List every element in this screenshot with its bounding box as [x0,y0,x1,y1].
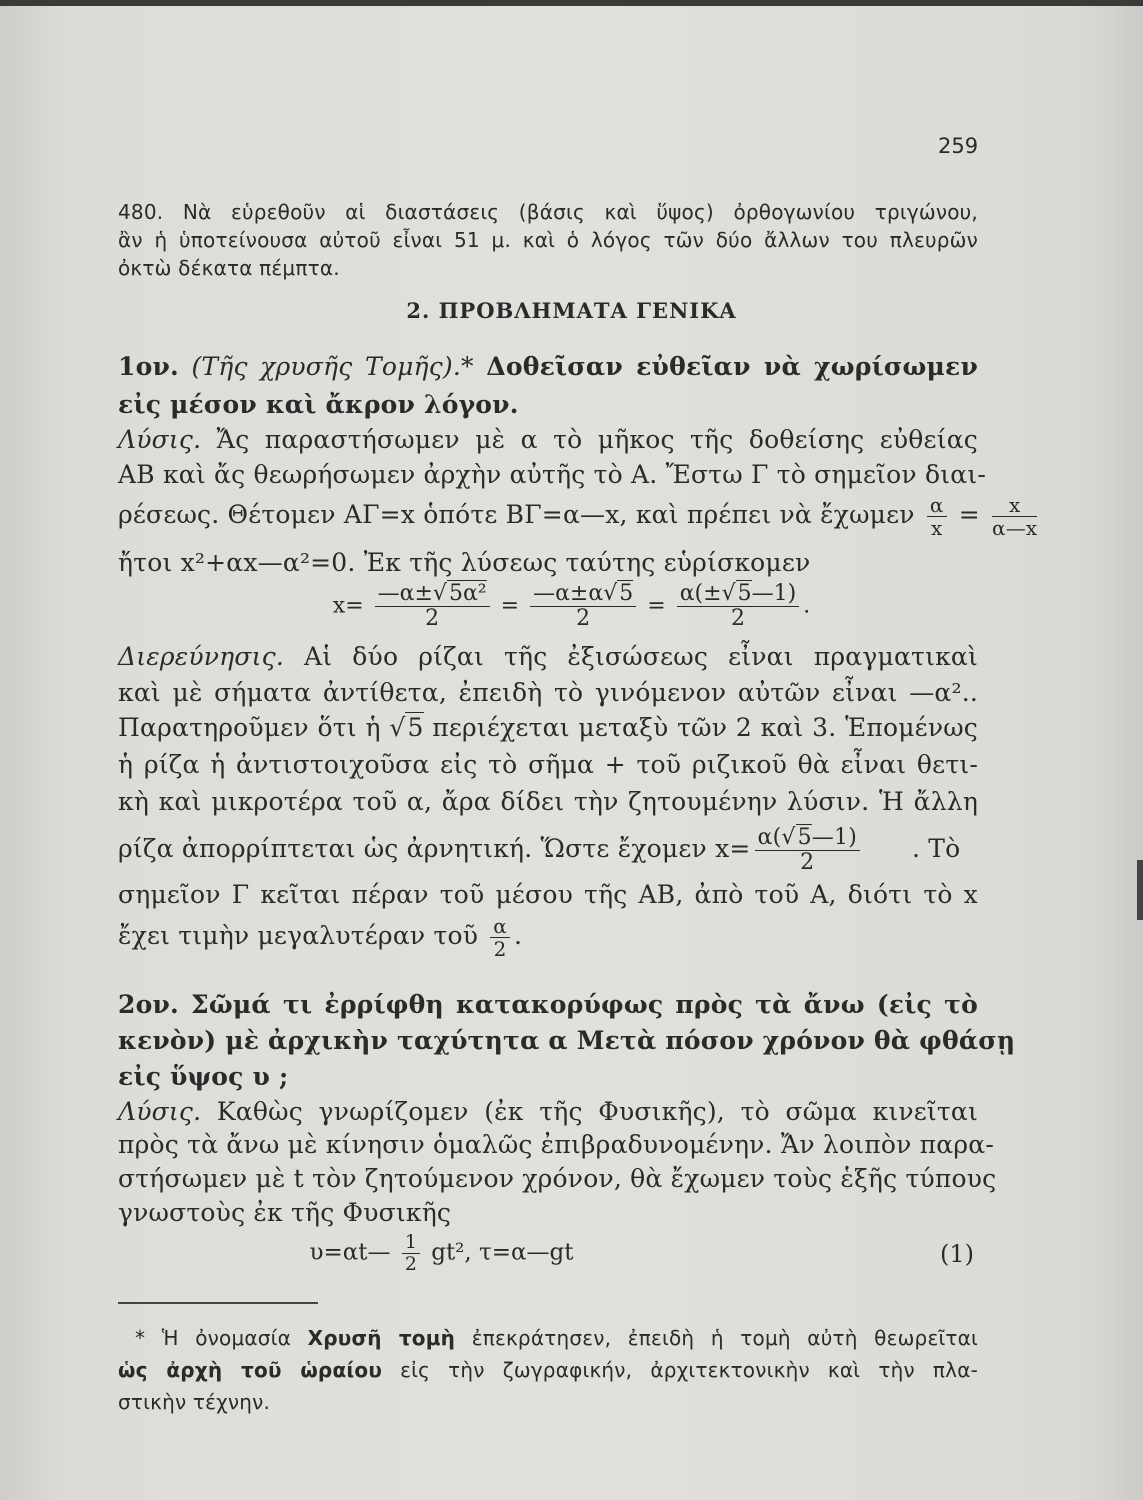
discussion-text: Αἱ δύο ρίζαι τῆς ἐξισώσεως εἶναι πραγματικαὶ [304,642,978,671]
footnote-1-pre: * Ἡ ὀνομασία [135,1326,292,1350]
problem-1-number: 1ον. [118,352,179,381]
footnote-1-post: ἐπεκράτησεν, ἐπειδὴ ἡ τομὴ αὐτὴ θεωρεῖται [471,1326,979,1350]
problem-2-solution-line-3: στήσωμεν μὲ t τὸν ζητούμενον χρόνον, θὰ ἔχωμεν τοὺς ἑξῆς τύπους [118,1164,997,1193]
problem-2-title-line-2: κενὸν) μὲ ἀρχικὴν ταχύτητα α Μετὰ πόσον χρόνον θὰ φθάσῃ [118,1026,1016,1055]
eq-f3-post: —1) [751,581,797,606]
solution-2-label: Λύσις. [118,1097,202,1126]
equals-sign: = [958,500,980,529]
solution-text: Ἄς παραστήσωμεν μὲ α τὸ μῆκος τῆς δοθείσης εὐθείας [216,425,978,454]
problem-1-title-line-2: εἰς μέσον καὶ ἄκρον λόγον. [118,390,519,419]
footnote-2-bold: ὡς ἀρχὴ τοῦ ὡραίου [118,1358,383,1382]
problem-1-solution-line-4: ἤτοι x²+αx—α²=0. Ἐκ τῆς λύσεως ταύτης εὑρίσκομεν [118,548,811,577]
discussion-line-3: Παρατηροῦμεν ὅτι ἡ √5 περιέχεται μεταξὺ τῶν 2 καὶ 3. Ἑπομένως [118,713,979,742]
equation-number: (1) [940,1240,974,1268]
eq-fraction-2: $\frac{—\alpha\pm\alpha√5}{2}$ [530,582,636,631]
eq-f2-rad: 5 [619,581,634,606]
section-heading: 2. ΠΡΟΒΛΗΜΑΤΑ ΓΕΝΙΚΑ [406,298,737,323]
problem-1-solution-line-3 [118,493,1038,540]
root-den: 2 [800,850,815,876]
eq-x: x= [332,593,364,619]
discussion-line-5: κὴ καὶ μικροτέρα τοῦ α, ἄρα δίδει τὴν ζητουμένην λύσιν. Ἡ ἄλλη [118,787,978,816]
discussion-label: Διερεύνησις. [118,642,284,671]
problem-480-line-2: ἂν ἡ ὑποτείνουσα αὐτοῦ εἶναι 51 μ. καὶ ὁ λόγος τῶν δύο ἄλλων του πλευρῶν [118,228,978,252]
motion-eq-pre: υ=αt— [309,1239,391,1266]
problem-2-title-line-1: 2ον. Σῶμά τι ἐρρίφθη κατακορύφως πρὸς τὰ ἄνω (εἰς τὸ [118,990,978,1019]
solution-line-3-text: ρέσεως. Θέτομεν ΑΓ=x ὁπότε ΒΓ=α—x, καὶ πρέπει νὰ ἔχωμεν [118,500,915,529]
footnote-line-2 [118,1358,978,1382]
eq-equals-1: = [500,593,520,619]
quadratic-solution-equation [0,582,1143,631]
problem-2-solution-line-2: πρὸς τὰ ἄνω μὲ κίνησιν ὁμαλῶς ἐπιβραδυνομένην. Ἄν λοιπὸν παρα- [118,1130,994,1159]
discussion-8-period: . [514,921,523,950]
problem-1-statement: Δοθεῖσαν εὐθεῖαν νὰ χωρίσωμεν [486,352,978,381]
root-num-rad: 5 [797,825,812,850]
fraction-a-over-x: $\frac{\alpha}{x}$ [927,494,947,539]
page-number: 259 [938,134,979,158]
root-num-pre: α( [757,825,782,850]
eq-f2-den: 2 [576,606,591,632]
discussion-3-pre: Παρατηροῦμεν ὅτι ἡ [118,713,381,742]
problem-1-solution-line-2: ΑΒ καὶ ἄς θεωρήσωμεν ἀρχὴν αὐτῆς τὸ Α. Ἔστω Γ τὸ σημεῖον διαι- [118,460,986,489]
motion-equations [0,1232,1013,1275]
fraction-a-over-2: $\frac{\alpha}{2}$ [490,915,510,960]
fraction-one-half: $\frac{1}{2}$ [402,1232,420,1275]
eq-fraction-3: $\frac{\alpha(\pm√5—1)}{2}$ [677,582,800,631]
scan-edge-right [1137,860,1143,920]
root-num-post: —1) [811,825,857,850]
footnote-1-bold: Χρυσῆ τομὴ [307,1326,456,1350]
discussion-line-2: καὶ μὲ σήματα ἀντίθετα, ἐπειδὴ τὸ γινόμενον αὐτῶν εἶναι —α².. [118,678,978,707]
problem-480-line-3: ὀκτὼ δέκατα πέμπτα. [118,256,340,280]
eq-f3-den: 2 [730,606,745,632]
eq-f2-pre: —α±α [533,581,604,606]
problem-480-line-1: 480. Νὰ εὑρεθοῦν αἱ διαστάσεις (βάσις καὶ ὕψος) ὀρθογωνίου τριγώνου, [118,200,978,224]
motion-eq-post: gt², τ=α—gt [431,1239,574,1266]
footnote-2-post: εἰς τὴν ζωγραφικήν, ἀρχιτεκτονικὴν καὶ τὴν πλα- [400,1358,979,1382]
eq-f1-pre: —α± [377,581,433,606]
discussion-6-pre: ρίζα ἀπορρίπτεται ὡς ἀρνητική. Ὥστε ἔχομεν x= [118,834,751,864]
problem-2-solution-line-4: γνωστοὺς ἐκ τῆς Φυσικῆς [118,1198,452,1227]
discussion-line-8 [118,915,978,960]
footnote-line-3: στικὴν τέχνην. [118,1390,271,1414]
footnote-line-1 [135,1326,978,1350]
eq-f3-rad: 5 [737,581,752,606]
problem-2-title-line-3: εἰς ὕψος υ ; [118,1062,289,1091]
fraction-x-over-a-minus-x: $\frac{x}{\alpha—x}$ [992,493,1038,540]
discussion-3-radical: 5 [407,713,424,742]
problem-1-title [118,352,978,381]
eq-f3-pre: α(± [679,581,722,606]
discussion-line-4: ἡ ρίζα ἡ ἀντιστοιχοῦσα εἰς τὸ σῆμα + τοῦ ριζικοῦ θὰ εἶναι θετι- [118,750,978,779]
solution-2-text: Καθὼς γνωρίζομεν (ἐκ τῆς Φυσικῆς), τὸ σῶμα κινεῖται [216,1097,978,1126]
problem-2-solution-line-1 [118,1097,978,1126]
eq-f1-rad: 5α² [448,581,487,606]
eq-f1-den: 2 [425,606,440,632]
eq-equals-2: = [647,593,666,619]
discussion-line-1 [118,642,978,671]
eq-fraction-1: $\frac{\text{—α±√5α²}}{2}$ [375,582,490,631]
problem-1-solution-line-1 [118,425,978,454]
discussion-line-7: σημεῖον Γ κεῖται πέραν τοῦ μέσου τῆς ΑΒ, ἀπὸ τοῦ Α, διότι τὸ x [118,880,978,909]
discussion-line-6 [118,826,978,875]
scan-edge-top [0,0,1143,6]
eq-period: . [803,593,811,619]
solution-label: Λύσις. [118,425,202,454]
discussion-8-pre: ἔχει τιμὴν μεγαλυτέραν τοῦ [118,921,479,950]
discussion-6-post: . Τὸ [911,834,961,864]
problem-1-subtitle: (Τῆς χρυσῆς Τομῆς).* [191,352,474,381]
footnote-rule [118,1302,318,1304]
root-fraction: $\frac{\alpha(√5—1)}{2}$ [755,826,860,875]
discussion-3-post: περιέχεται μεταξὺ τῶν 2 καὶ 3. Ἑπομένως [432,713,979,742]
